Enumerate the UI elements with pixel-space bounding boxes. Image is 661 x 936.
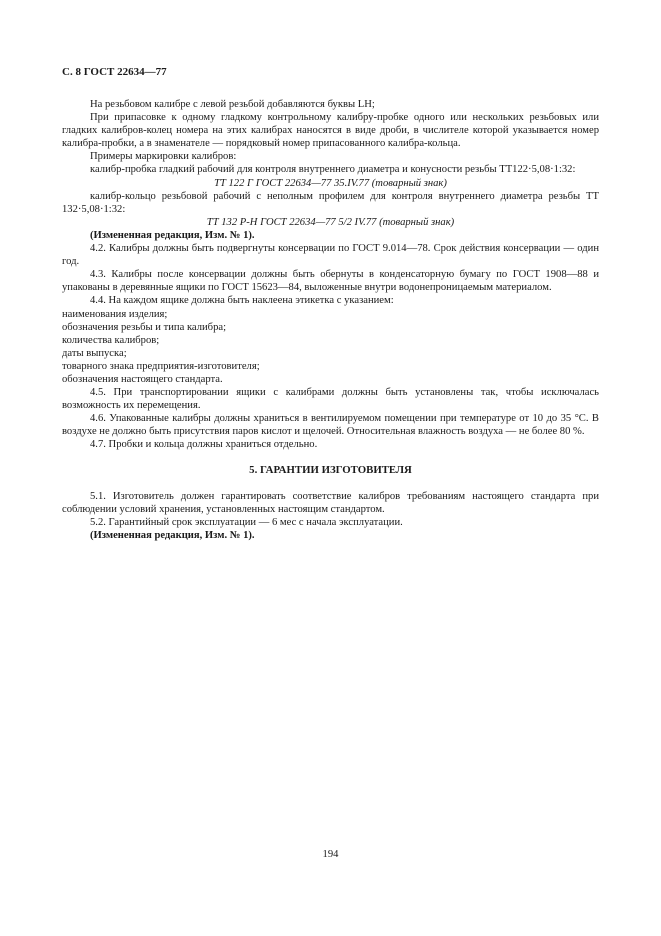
example-marking-1: ТТ 122 Г ГОСТ 22634—77 35.IV.77 (товарный знак) — [214, 177, 447, 189]
clause-5-2: 5.2. Гарантийный срок эксплуатации — 6 мес с начала эксплуатации. — [90, 516, 403, 528]
clause-4-5: 4.5. При транспортировании ящики с калибрами должны быть установлены так, чтобы исключалась возможность их перемещения. — [62, 387, 599, 412]
list-item: обозначения настоящего стандарта. — [62, 373, 223, 385]
section-5-title: 5. ГАРАНТИИ ИЗГОТОВИТЕЛЯ — [249, 463, 412, 476]
clause-4-7: 4.7. Пробки и кольца должны храниться отдельно. — [90, 439, 318, 451]
clause-4-4: 4.4. На каждом ящике должна быть наклеена этикетка с указанием: — [90, 295, 394, 307]
page-number: 194 — [322, 849, 339, 860]
paragraph-plug-example: калибр-пробка гладкий рабочий для контроля внутреннего диаметра и конусности резьбы ТТ122·5,08·1:32: — [90, 164, 576, 176]
clause-4-2: 4.2. Калибры должны быть подвергнуты консервации по ГОСТ 9.014—78. Срок действия консервации — один год. — [62, 243, 599, 268]
page-header: С. 8 ГОСТ 22634—77 — [62, 66, 167, 78]
list-item: товарного знака предприятия-изготовителя; — [62, 360, 260, 372]
list-item: обозначения резьбы и типа калибра; — [62, 321, 227, 333]
paragraph-ring-example: калибр-кольцо резьбовой рабочий с неполным профилем для контроля внутреннего диаметра резьбы ТТ 132·5,08·1:32: — [62, 190, 599, 215]
list-item: даты выпуска; — [62, 347, 127, 359]
clause-5-1: 5.1. Изготовитель должен гарантировать соответствие калибров требованиям настоящего стандарта при соблюдении условий хранения, установленных настоящим стандартом. — [62, 490, 599, 515]
clause-4-6: 4.6. Упакованные калибры должны храниться в вентилируемом помещении при температуре от 10 до 35 °С. В воздухе не должно быть присутствия паров кислот и щелочей. Относительная влажность воздуха — не более 80 %. — [62, 413, 599, 438]
paragraph-examples: Примеры маркировки калибров: — [90, 151, 237, 163]
edit-note-1: (Измененная редакция, Изм. № 1). — [90, 229, 255, 241]
edit-note-2: (Измененная редакция, Изм. № 1). — [90, 529, 255, 541]
paragraph-fitting: При припасовке к одному гладкому контрольному калибру-пробке одного или нескольких резьбовых или гладких калибров-колец номера на этих калибрах наносятся в виде дроби, в числителе которой указывается номер калибра-пробки, а в знаменателе — порядковый номер припасованного калибра-кольца. — [62, 112, 599, 150]
document-body — [62, 98, 599, 542]
paragraph-lh: На резьбовом калибре с левой резьбой добавляются буквы LH; — [90, 99, 375, 110]
clause-4-3: 4.3. Калибры после консервации должны быть обернуты в конденсаторную бумагу по ГОСТ 1908—88 и упакованы в деревянные ящики по ГОСТ 15623—84, выложенные внутри водонепроницаемым материалом. — [62, 269, 599, 294]
list-item: количества калибров; — [62, 334, 160, 346]
example-marking-2: ТТ 132 Р-Н ГОСТ 22634—77 5/2 IV.77 (товарный знак) — [206, 216, 455, 228]
list-item: наименования изделия; — [62, 308, 168, 320]
